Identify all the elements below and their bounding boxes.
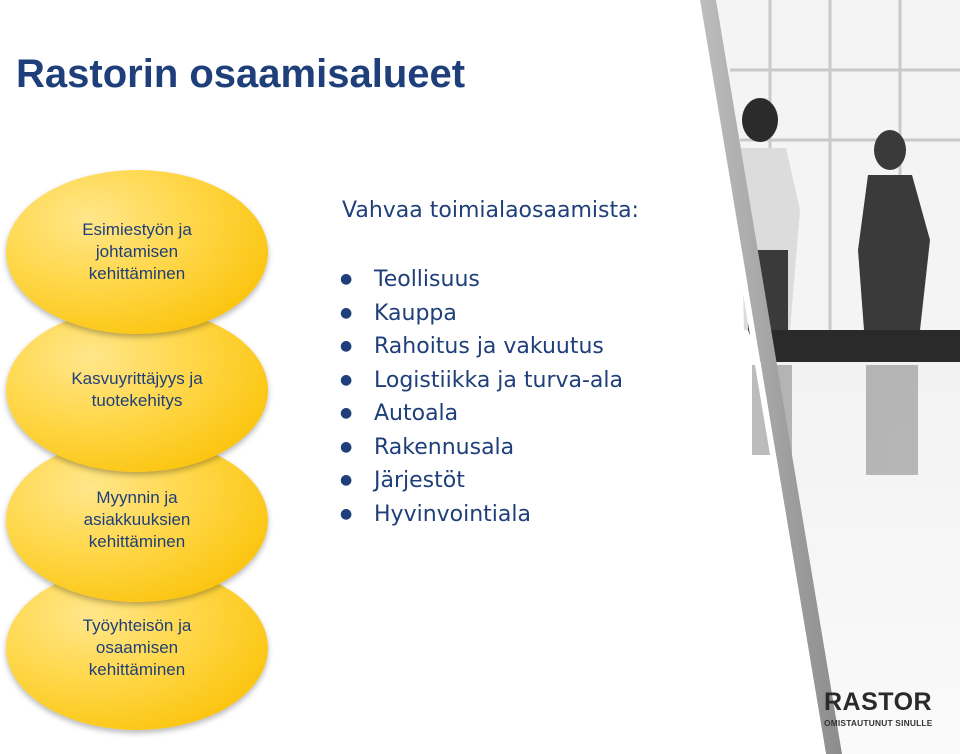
list-item-label: Kauppa: [374, 300, 457, 326]
list-item: [338, 297, 623, 331]
competence-area-label: Työyhteisön ja osaamisen kehittäminen: [82, 616, 192, 679]
list-item: [338, 364, 623, 398]
industry-list: [338, 263, 623, 531]
bullet-icon: ●: [340, 505, 353, 522]
list-item-label: Rakennusala: [374, 434, 515, 460]
bullet-icon: ●: [340, 271, 353, 287]
list-item: [338, 498, 623, 532]
logo-tagline: OMISTAUTUNUT SINULLE: [824, 718, 933, 728]
list-item-label: Autoala: [374, 401, 459, 426]
bullet-icon: ●: [340, 304, 353, 321]
list-item-label: Järjestöt: [374, 468, 465, 493]
list-item: [338, 330, 623, 364]
competence-area-label: Kasvuyrittäjyys ja tuotekehitys: [71, 369, 203, 410]
bullet-icon: ●: [340, 472, 353, 488]
competence-area-leadership: [6, 170, 268, 334]
industry-list-heading: Vahvaa toimialaosaamista:: [342, 198, 639, 223]
list-item-label: Logistiikka ja turva-ala: [374, 367, 624, 393]
bullet-icon: ●: [340, 405, 353, 421]
list-item-label: Rahoitus ja vakuutus: [374, 334, 604, 359]
competence-area-label: Myynnin ja asiakkuuksien kehittäminen: [83, 488, 191, 551]
bullet-icon: ●: [340, 371, 353, 388]
competence-area-label: Esimiestyön ja johtamisen kehittäminen: [82, 220, 192, 283]
list-item-label: Teollisuus: [374, 267, 480, 292]
bullet-icon: ●: [340, 338, 353, 354]
bullet-icon: ●: [340, 438, 353, 455]
list-item: [338, 431, 623, 465]
list-item: [338, 263, 623, 297]
rastor-logo: [824, 688, 952, 728]
list-item-label: Hyvinvointiala: [374, 501, 531, 527]
list-item: [338, 397, 623, 431]
slide-title: Rastorin osaamisalueet: [16, 52, 466, 96]
logo-wordmark: RASTOR: [824, 688, 933, 716]
list-item: [338, 464, 623, 498]
